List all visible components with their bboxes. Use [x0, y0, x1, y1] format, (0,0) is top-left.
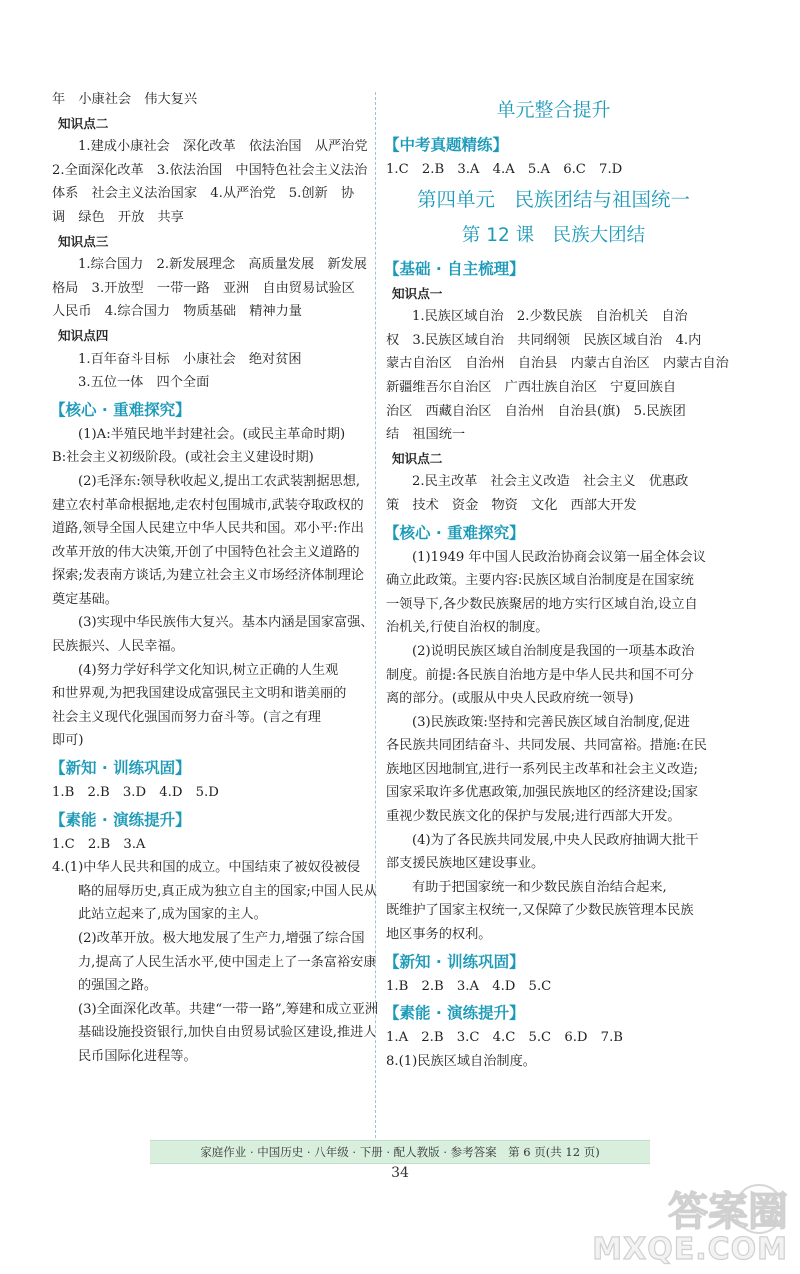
text-line: 既维护了国家主权统一,又保障了少数民族管理本民族: [386, 903, 694, 919]
footer-text: 家庭作业 · 中国历史 · 八年级 · 下册 · 配人教版 · 参考答案 第 6 页(共 12 页): [200, 1145, 600, 1159]
text-line: 1.建成小康社会 深化改革 依法治国 从严治党: [78, 139, 368, 155]
text-line: (1)A:半殖民地半封建社会。(或民主革命时期): [78, 426, 346, 442]
text-line: 族地区因地制宜,进行一系列民主改革和社会主义改造;: [386, 761, 698, 777]
text-line: 权 3.民族区域自治 共同纲领 民族区域自治 4.内: [386, 332, 702, 348]
text-line: 1.百年奋斗目标 小康社会 绝对贫困: [78, 351, 302, 367]
text-line: 蒙古自治区 自治州 自治县 内蒙古自治区 内蒙古自治: [386, 356, 729, 372]
text-line: 重视少数民族文化的保护与发展;进行西部大开发。: [386, 809, 681, 825]
footer-band: [150, 1140, 650, 1164]
text-line: 改革开放的伟大决策,开创了中国特色社会主义道路的: [52, 544, 360, 560]
text-line: 1.综合国力 2.新发展理念 高质量发展 新发展: [78, 257, 367, 273]
knowledge-point-heading: 知识点四: [58, 327, 109, 343]
text-line: 1.B 2.B 3.D 4.D 5.D: [52, 785, 219, 801]
text-line: (3)民族政策:坚持和完善民族区域自治制度,促进: [412, 714, 690, 730]
text-line: (4)为了各民族共同发展,中央人民政府抽调大批干: [412, 832, 699, 848]
text-line: 力,提高了人民生活水平,使中国走上了一条富裕安康: [78, 954, 377, 970]
left-column: [50, 88, 379, 1069]
column-divider: [375, 92, 376, 1138]
section-title: 单元整合提升: [496, 99, 611, 121]
text-line: 3.五位一体 四个全面: [78, 375, 210, 391]
text-line: 1.C 2.B 3.A 4.A 5.A 6.C 7.D: [386, 162, 623, 177]
text-line: 新疆维吾尔自治区 广西壮族自治区 宁夏回族自: [386, 379, 677, 395]
section-heading: 【素能 · 演练提升】: [384, 1004, 525, 1023]
knowledge-point-heading: 知识点三: [58, 233, 109, 249]
section-heading: 【素能 · 演练提升】: [50, 810, 191, 829]
text-line: (3)全面深化改革。共建“一带一路”,筹建和成立亚洲: [78, 1001, 379, 1017]
watermark-url: MXQE.COM: [592, 1232, 788, 1267]
text-line: 1.B 2.B 3.A 4.D 5.C: [386, 978, 552, 994]
text-line: 格局 3.开放型 一带一路 亚洲 自由贸易试验区: [52, 280, 355, 296]
text-line: 1.民族区域自治 2.少数民族 自治机关 自治: [412, 309, 688, 325]
text-line: (4)努力学好科学文化知识,树立正确的人生观: [78, 662, 339, 678]
text-line: 确立此政策。主要内容:民族区域自治制度是在国家统: [386, 573, 694, 589]
text-line: 奠定基础。: [52, 591, 118, 607]
watermark: [592, 1180, 792, 1270]
text-line: 1.C 2.B 3.A: [52, 836, 146, 852]
text-line: 治机关,行使自治权的制度。: [386, 620, 549, 636]
text-line: 地区事务的权利。: [386, 927, 492, 943]
text-line: 2.全面深化改革 3.依法治国 中国特色社会主义法治: [52, 162, 368, 178]
text-line: 道路,领导全国人民建立中华人民共和国。邓小平:作出: [52, 521, 364, 537]
page-number: 34: [391, 1165, 409, 1181]
section-heading: 【中考真题精练】: [384, 136, 509, 154]
knowledge-point-heading: 知识点二: [392, 450, 443, 466]
knowledge-point-heading: 知识点二: [58, 115, 109, 131]
text-line: 部支援民族地区建设事业。: [386, 856, 545, 872]
text-line: 国家采取许多优惠政策,加强民族地区的经济建设;国家: [386, 785, 698, 801]
text-line: 和世界观,为把我国建设成富强民主文明和谐美丽的: [52, 686, 347, 702]
text-line: (2)改革开放。极大地发展了生产力,增强了综合国: [78, 931, 365, 946]
section-heading: 【基础 · 自主梳理】: [384, 259, 525, 278]
right-column: [384, 88, 729, 1073]
text-line: 调 绿色 开放 共享: [52, 209, 184, 225]
text-line: 略的屈辱历史,真正成为独立自主的国家;中国人民从: [78, 883, 377, 899]
text-line: (2)毛泽东:领导秋收起义,提出工农武装割据思想,: [78, 473, 361, 489]
text-line: 结 祖国统一: [386, 427, 466, 443]
text-line: (2)说明民族区域自治制度是我国的一项基本政治: [412, 643, 695, 659]
text-line: 年 小康社会 伟大复兴: [52, 92, 198, 107]
text-line: 探索;发表南方谈话,为建立社会主义市场经济体制理论: [52, 568, 364, 584]
text-line: 民族振兴、人民幸福。: [52, 639, 184, 655]
text-line: 人民币 4.综合国力 物质基础 精神力量: [52, 304, 302, 320]
text-line: 离的部分。(或服从中央人民政府统一领导): [386, 691, 634, 707]
text-line: 一领导下,各少数民族聚居的地方实行区域自治,设立自: [386, 596, 698, 612]
text-line: 民币国际化进程等。: [78, 1048, 197, 1064]
text-line: B:社会主义初级阶段。(或社会主义建设时期): [52, 450, 314, 466]
watermark-logo: 答案圈: [668, 1189, 788, 1235]
text-line: 建立农村革命根据地,走农村包围城市,武装夺取政权的: [52, 497, 364, 513]
text-line: 的强国之路。: [78, 978, 158, 994]
section-heading: 【核心 · 重难探究】: [384, 523, 525, 542]
text-line: 治区 西藏自治区 自治州 自治县(旗) 5.民族团: [386, 403, 686, 419]
text-line: (3)实现中华民族伟大复兴。基本内涵是国家富强、: [78, 615, 374, 631]
text-line: 社会主义现代化强国而努力奋斗等。(言之有理: [52, 709, 321, 725]
text-line: 基础设施投资银行,加快自由贸易试验区建设,推进人: [78, 1025, 377, 1041]
text-line: 1.A 2.B 3.C 4.C 5.C 6.D 7.B: [386, 1030, 623, 1046]
section-heading: 【新知 · 训练巩固】: [384, 952, 525, 971]
section-heading: 【新知 · 训练巩固】: [50, 759, 191, 778]
text-line: 即可): [52, 733, 84, 749]
text-line: (1)1949 年中国人民政治协商会议第一届全体会议: [412, 549, 706, 565]
section-title: 第四单元 民族团结与祖国统一: [416, 187, 690, 211]
text-line: 2.民主改革 社会主义改造 社会主义 优惠政: [412, 474, 689, 490]
text-line: 策 技术 资金 物资 文化 西部大开发: [386, 497, 637, 513]
section-title: 第 12 课 民族大团结: [461, 224, 646, 246]
text-line: 8.(1)民族区域自治制度。: [386, 1053, 536, 1069]
section-heading: 【核心 · 重难探究】: [50, 400, 191, 419]
text-line: 4.(1)中华人民共和国的成立。中国结束了被奴役被侵: [52, 860, 361, 876]
text-line: 各民族共同团结奋斗、共同发展、共同富裕。措施:在民: [386, 738, 707, 754]
text-line: 此站立起来了,成为国家的主人。: [78, 907, 267, 923]
text-line: 有助于把国家统一和少数民族自治结合起来,: [412, 879, 667, 895]
text-line: 制度。前提:各民族自治地方是中华人民共和国不可分: [386, 667, 694, 683]
knowledge-point-heading: 知识点一: [392, 285, 443, 301]
text-line: 体系 社会主义法治国家 4.从严治党 5.创新 协: [52, 186, 355, 202]
